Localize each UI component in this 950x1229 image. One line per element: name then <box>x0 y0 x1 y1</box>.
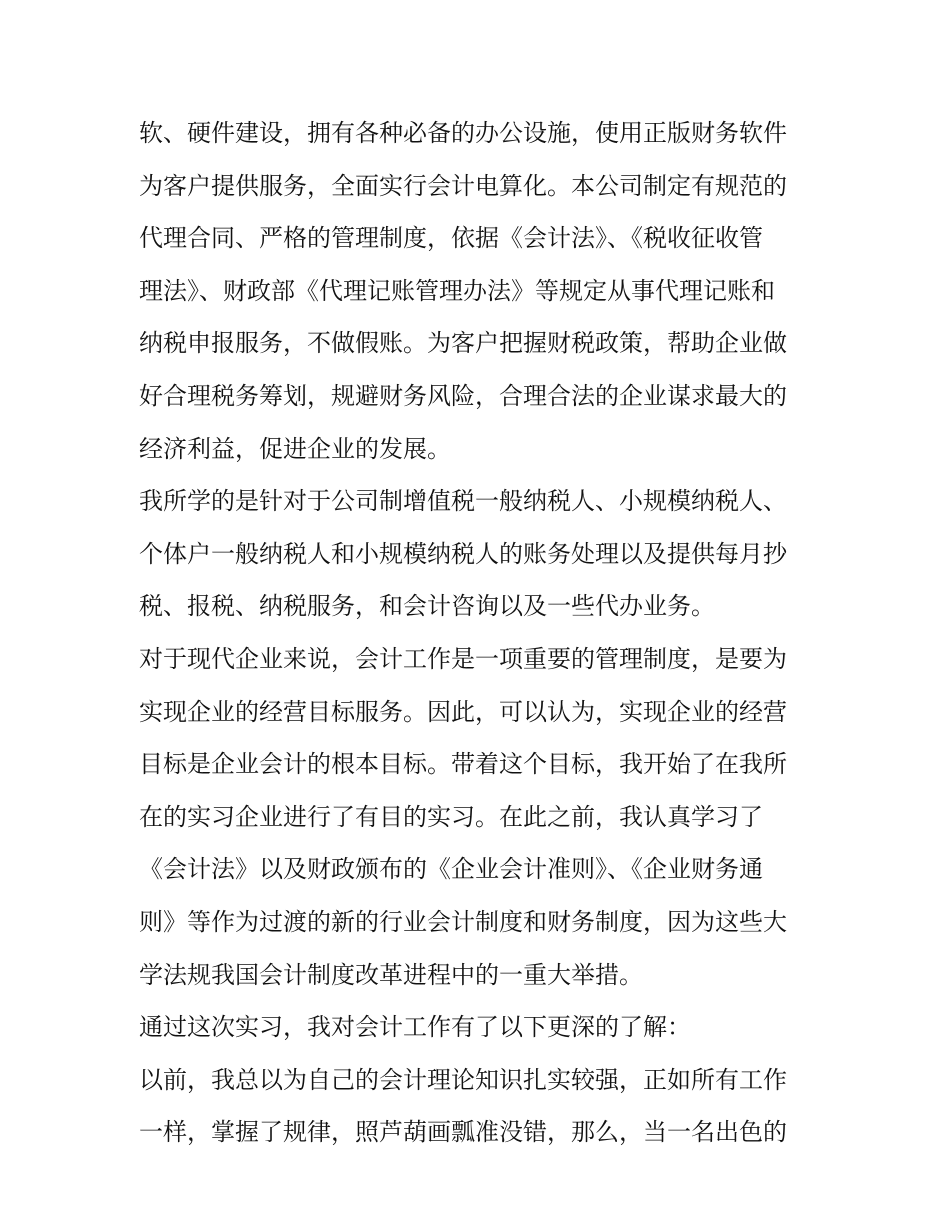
text-line-5: 纳税申报服务，不做假账。为客户把握财税政策，帮助企业做 <box>139 329 787 358</box>
text-line-11: 对于现代企业来说，会计工作是一项重要的管理制度，是要为 <box>139 644 787 673</box>
text-line-14: 在的实习企业进行了有目的实习。在此之前，我认真学习了 <box>139 802 763 831</box>
text-line-12: 实现企业的经营目标服务。因此，可以认为，实现企业的经营 <box>139 697 787 726</box>
text-line-20: 一样，掌握了规律，照芦葫画瓢准没错，那么，当一名出色的 <box>139 1118 787 1147</box>
text-line-2: 为客户提供服务，全面实行会计电算化。本公司制定有规范的 <box>139 171 787 200</box>
text-line-18: 通过这次实习，我对会计工作有了以下更深的了解： <box>139 1013 691 1042</box>
text-line-16: 则》等作为过渡的新的行业会计制度和财务制度，因为这些大 <box>139 907 787 936</box>
text-line-3: 代理合同、严格的管理制度，依据《会计法》、《税收征收管 <box>139 224 763 253</box>
text-line-6: 好合理税务筹划，规避财务风险，合理合法的企业谋求最大的 <box>139 381 787 410</box>
text-line-10: 税、报税、纳税服务，和会计咨询以及一些代办业务。 <box>139 592 715 621</box>
text-line-15: 《会计法》以及财政颁布的《企业会计准则》、《企业财务通 <box>139 855 763 884</box>
text-line-8: 我所学的是针对于公司制增值税一般纳税人、小规模纳税人、 <box>139 487 787 516</box>
text-line-17: 学法规我国会计制度改革进程中的一重大举措。 <box>139 960 643 989</box>
text-line-4: 理法》、财政部《代理记账管理办法》等规定从事代理记账和 <box>139 276 775 305</box>
text-line-1: 软、硬件建设，拥有各种必备的办公设施，使用正版财务软件 <box>139 119 787 147</box>
text-line-13: 目标是企业会计的根本目标。带着这个目标，我开始了在我所 <box>139 750 787 779</box>
document-body <box>139 107 819 1159</box>
text-line-7: 经济利益，促进企业的发展。 <box>139 434 451 463</box>
text-line-9: 个体户一般纳税人和小规模纳税人的账务处理以及提供每月抄 <box>139 539 787 568</box>
text-line-19: 以前，我总以为自己的会计理论知识扎实较强，正如所有工作 <box>139 1065 787 1094</box>
